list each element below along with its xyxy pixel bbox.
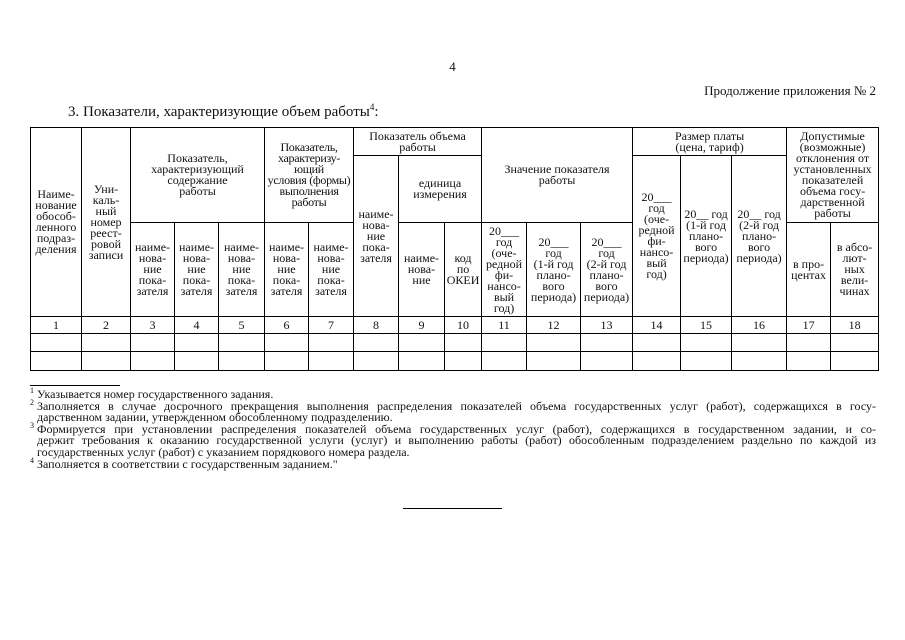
table-cell: [175, 352, 219, 371]
column-number: 18: [831, 317, 879, 334]
appendix-note: Продолжение приложения № 2: [704, 83, 876, 98]
header-deviations: Допустимые (возможные) отклонения от установленных показателей объема госу- дарственной работы: [787, 128, 879, 223]
footnote-mark: 2: [30, 397, 34, 407]
column-number: 14: [633, 317, 681, 334]
footnotes: [30, 386, 876, 471]
table-cell: [787, 352, 831, 371]
column-number: 15: [681, 317, 732, 334]
table-cell: [482, 352, 527, 371]
header-fee-year-plan-1: 20__ год (1-й год плано- вого периода): [681, 156, 732, 317]
header-content-indicator: Показатель, характеризующий содержание работы: [131, 128, 265, 223]
column-number: 12: [527, 317, 581, 334]
table-row-empty: [31, 334, 879, 352]
table-cell: [633, 352, 681, 371]
column-number: 8: [354, 317, 399, 334]
header-fee: Размер платы (цена, тариф): [633, 128, 787, 156]
footnote-line: дарственном задании, утвержденном обособленному подразделению.: [37, 410, 393, 425]
section-title: [68, 103, 379, 122]
header-deviation-percent: в про- центах: [787, 223, 831, 317]
header-registry-number: Уни- каль- ный номер реест- ровой записи: [82, 128, 131, 317]
table-cell: [82, 352, 131, 371]
column-number: 16: [732, 317, 787, 334]
table-cell: [581, 334, 633, 352]
table-cell: [219, 334, 265, 352]
header-conditions-indicator-name-2: наиме- нова- ние пока- зателя: [309, 223, 354, 317]
table-cell: [399, 352, 445, 371]
table-cell: [831, 334, 879, 352]
table-cell: [581, 352, 633, 371]
header-fee-year-current: 20___ год (оче- редной фи- нансо- вый год): [633, 156, 681, 317]
table-cell: [399, 334, 445, 352]
table-cell: [175, 334, 219, 352]
table-cell: [831, 352, 879, 371]
column-number: 17: [787, 317, 831, 334]
table-cell: [31, 352, 82, 371]
column-number: 5: [219, 317, 265, 334]
table-cell: [681, 352, 732, 371]
volume-indicators-table: [30, 127, 879, 371]
footnote-line: Формируется при установлении распределения показателей объема государственных услуг (работ), содержащихся в государственном задании, и со-: [37, 421, 876, 436]
header-conditions-indicator-name-1: наиме- нова- ние пока- зателя: [265, 223, 309, 317]
header-volume-indicator: Показатель объема работы: [354, 128, 482, 156]
footnote-separator: [30, 385, 120, 386]
closing-rule: [403, 508, 502, 509]
table-cell: [131, 334, 175, 352]
table-cell: [309, 334, 354, 352]
column-number: 4: [175, 317, 219, 334]
table-cell: [445, 352, 482, 371]
header-value-year-plan-2: 20___ год (2-й год плано- вого периода): [581, 223, 633, 317]
column-number: 6: [265, 317, 309, 334]
table-cell: [445, 334, 482, 352]
table-cell: [527, 352, 581, 371]
table-row-empty: [31, 352, 879, 371]
footnote-line: Заполняется в соответствии с государственным заданием.": [37, 456, 338, 471]
table-cell: [82, 334, 131, 352]
footnote-line: держит требования к оказанию государственной услуги (услуг) и выполнению работы (работ) обособленным подразделением раздельно по каждой из: [37, 433, 876, 448]
header-content-indicator-name-3: наиме- нова- ние пока- зателя: [219, 223, 265, 317]
table-cell: [527, 334, 581, 352]
header-conditions-indicator: Показатель, характеризу- ющий условия (формы) выполнения работы: [265, 128, 354, 223]
footnote-mark: 4: [30, 455, 34, 465]
footnote-mark: 1: [30, 386, 34, 395]
header-value-year-plan-1: 20___ год (1-й год плано- вого периода): [527, 223, 581, 317]
section-title-text: 3. Показатели, характеризующие объем работы: [68, 104, 370, 120]
footnote-2: [30, 397, 876, 425]
table-cell: [265, 352, 309, 371]
column-number: 2: [82, 317, 131, 334]
header-indicator-value: Значение показателя работы: [482, 128, 633, 223]
header-unit-okei-code: код по ОКЕИ: [445, 223, 482, 317]
header-content-indicator-name-1: наиме- нова- ние пока- зателя: [131, 223, 175, 317]
column-number: 7: [309, 317, 354, 334]
column-number: 3: [131, 317, 175, 334]
header-unit-name: наиме- нова- ние: [399, 223, 445, 317]
column-number: 1: [31, 317, 82, 334]
footnote-line: государственных услуг (работ) с указанием порядкового номера раздела.: [37, 444, 410, 459]
footnote-line: Заполняется в случае досрочного прекращения выполнения распределения показателей объема государственных услуг (работ), содержащихся в госу-: [37, 398, 876, 413]
header-volume-indicator-name: наиме- нова- ние пока- зателя: [354, 156, 399, 317]
table-cell: [787, 334, 831, 352]
footnote-line: Указывается номер государственного задания.: [37, 387, 274, 401]
column-number: 11: [482, 317, 527, 334]
column-number: 10: [445, 317, 482, 334]
footnote-4: [30, 455, 876, 471]
header-deviation-absolute: в абсо- лют- ных вели- чинах: [831, 223, 879, 317]
table-cell: [354, 334, 399, 352]
section-title-suffix: :: [374, 104, 379, 120]
table-cell: [219, 352, 265, 371]
header-fee-year-plan-2: 20__ год (2-й год плано- вого периода): [732, 156, 787, 317]
page-number: 4: [449, 59, 456, 74]
table-cell: [309, 352, 354, 371]
column-number: 9: [399, 317, 445, 334]
footnote-mark: 3: [30, 420, 34, 430]
header-subdivision-name: Наиме- нование обособ- ленного подраз- деления: [31, 128, 82, 317]
table-cell: [131, 352, 175, 371]
table-cell: [681, 334, 732, 352]
footnote-ref: 4: [369, 102, 375, 112]
header-content-indicator-name-2: наиме- нова- ние пока- зателя: [175, 223, 219, 317]
table-cell: [31, 334, 82, 352]
table-cell: [482, 334, 527, 352]
table-cell: [732, 334, 787, 352]
column-number: 13: [581, 317, 633, 334]
header-value-year-current: 20___ год (оче- редной фи- нансо- вый год): [482, 223, 527, 317]
table-cell: [265, 334, 309, 352]
table-cell: [354, 352, 399, 371]
header-unit: единица измерения: [399, 156, 482, 223]
table-cell: [732, 352, 787, 371]
table-cell: [633, 334, 681, 352]
footnote-3: [30, 420, 876, 459]
